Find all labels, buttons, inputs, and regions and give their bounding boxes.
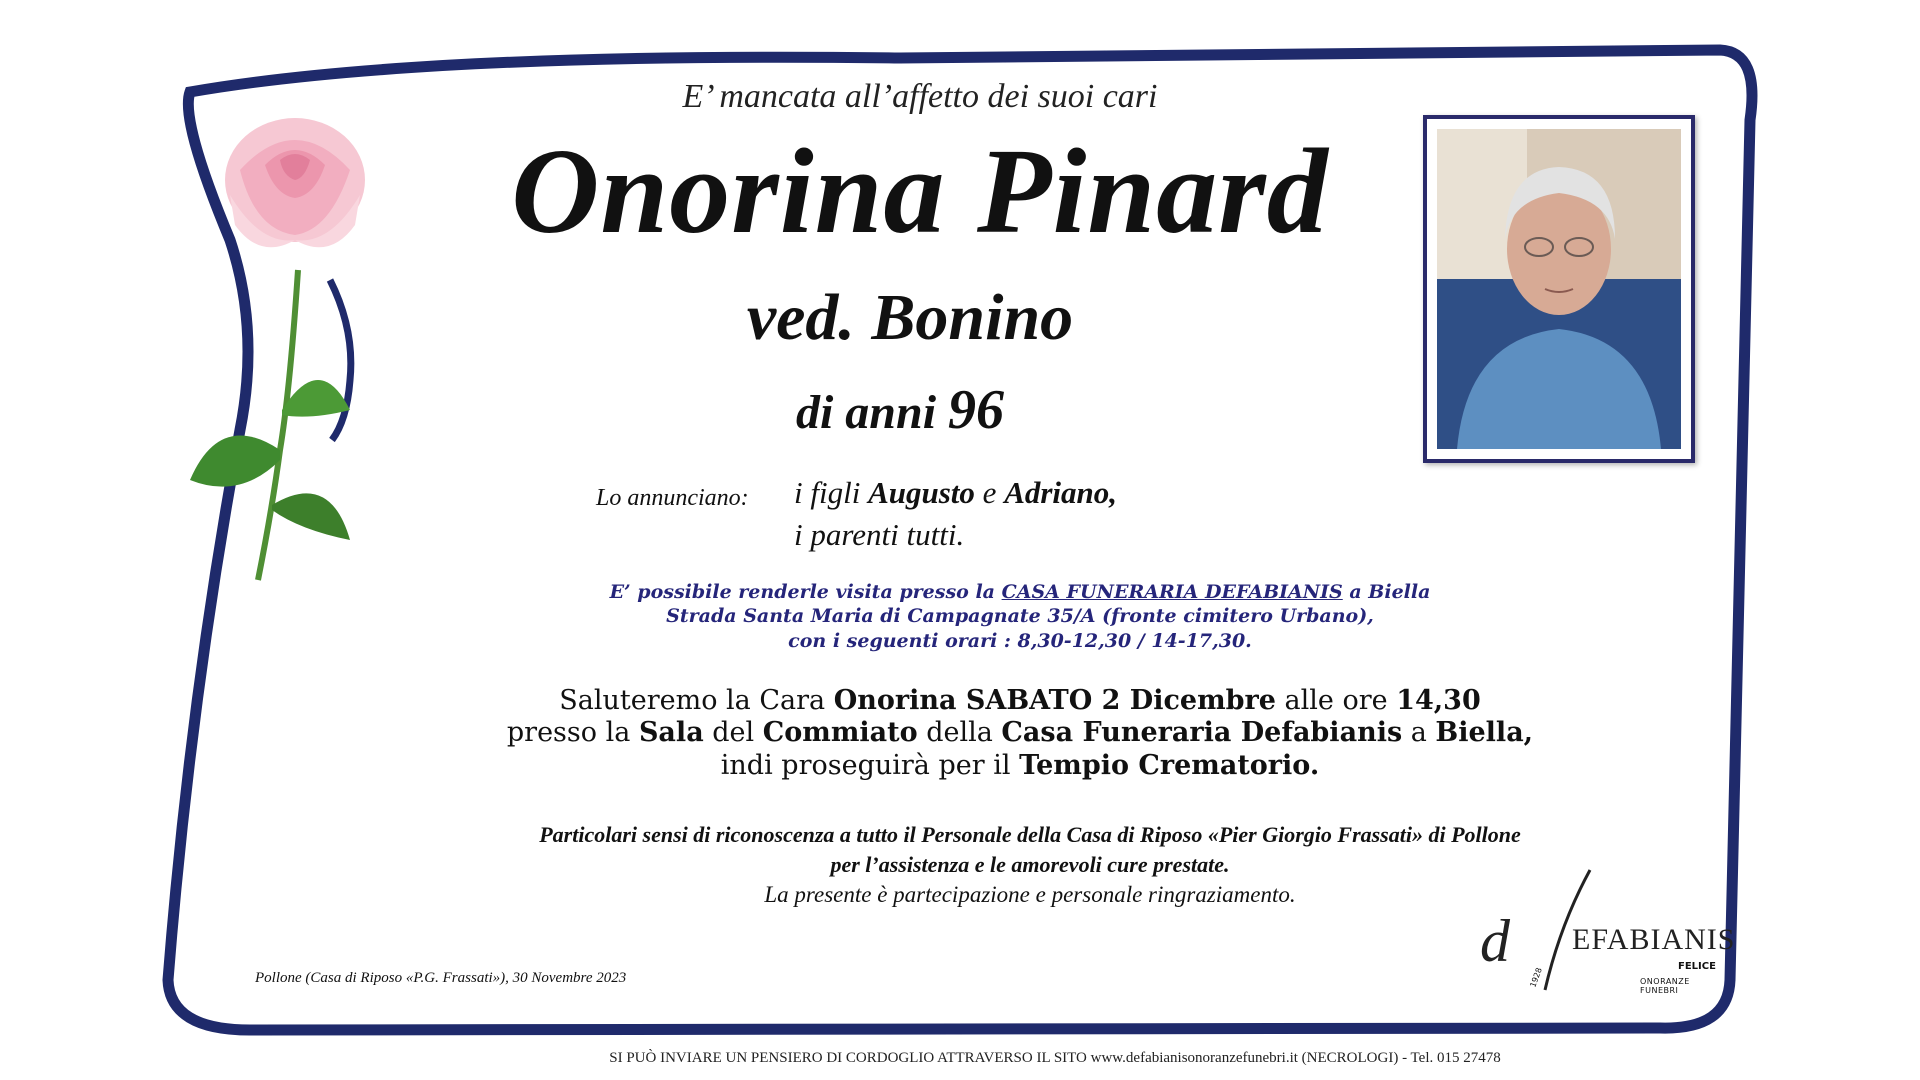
visit-text: E’ possibile renderle visita presso la [609, 581, 1002, 603]
logo-year: 1928 [1528, 966, 1544, 989]
footer-note: SI PUÒ INVIARE UN PENSIERO DI CORDOGLIO ATTRAVERSO IL SITO www.defabianisonoranzefunebri.it (NECROLOGI) - Tel. 015 27478 [609, 1050, 1501, 1066]
age-line [700, 378, 1100, 442]
service-line-3 [370, 750, 1670, 782]
visit-city: a Biella [1342, 581, 1431, 603]
son-name-2: Adriano, [1004, 475, 1118, 510]
service-text: presso la [506, 717, 639, 749]
service-text: della [917, 717, 1002, 749]
service-text: alle ore [1275, 685, 1397, 716]
service-text: a [1402, 717, 1436, 749]
service-city: Biella, [1435, 717, 1534, 749]
thanks-line-1: Particolari sensi di riconoscenza a tutto il Personale della Casa di Riposo «Pier Giorgio Frassati» di Pollone [539, 822, 1521, 847]
service-line-2 [370, 717, 1670, 749]
service-text: Saluteremo la Cara [559, 685, 834, 716]
service-text: del [703, 717, 763, 749]
logo-initial: d [1480, 908, 1510, 974]
service-destination: Tempio Crematorio. [1019, 749, 1320, 781]
announcers-text: i figli [794, 475, 869, 510]
photo-portrait [1437, 129, 1681, 449]
age-value: 96 [948, 379, 1005, 441]
deceased-name: Onorina Pinard [511, 124, 1329, 259]
thanks-line-3: La presente è partecipazione e personale ringraziamento. [764, 882, 1296, 908]
son-name-1: Augusto [868, 475, 975, 510]
age-prefix: di anni [795, 386, 937, 439]
announcers-line-1 [794, 475, 1117, 511]
announcers-and: e [974, 475, 1005, 510]
place-date: Pollone (Casa di Riposo «P.G. Frassati»), 30 Novembre 2023 [255, 970, 627, 986]
visit-line-1 [470, 580, 1570, 604]
widow-of: ved. Bonino [746, 281, 1074, 354]
service-bold: Sala [638, 717, 704, 749]
service-date: Onorina SABATO 2 Dicembre [833, 685, 1276, 716]
visit-place: CASA FUNERARIA DEFABIANIS [1001, 581, 1343, 603]
announcers-line-2: i parenti tutti. [794, 517, 965, 552]
intro-text: E’ mancata all’affetto dei suoi cari [682, 78, 1158, 115]
defabianis-logo [1480, 865, 1736, 995]
logo-sub-felice: FELICE [1678, 961, 1716, 972]
service-text: indi proseguirà per il [720, 749, 1020, 781]
thanks-line-2: per l’assistenza e le amorevoli cure prestate. [830, 851, 1230, 877]
service-line-1 [370, 685, 1670, 717]
portrait-frame [1423, 115, 1695, 463]
logo-sub-onoranze: ONORANZE FUNEBRI [1640, 977, 1690, 995]
service-time: 14,30 [1396, 685, 1481, 716]
visit-info [470, 580, 1570, 653]
service-venue: Casa Funeraria Defabianis [1001, 717, 1403, 749]
service-info [370, 685, 1670, 782]
logo-brand: EFABIANIS [1572, 923, 1736, 956]
announcers-label: Lo annunciano: [596, 485, 749, 511]
service-bold: Commiato [762, 717, 918, 749]
visit-line-2: Strada Santa Maria di Campagnate 35/A (fronte cimitero Urbano), [666, 605, 1374, 628]
visit-line-3: con i seguenti orari : 8,30-12,30 / 14-17,30. [788, 629, 1252, 652]
